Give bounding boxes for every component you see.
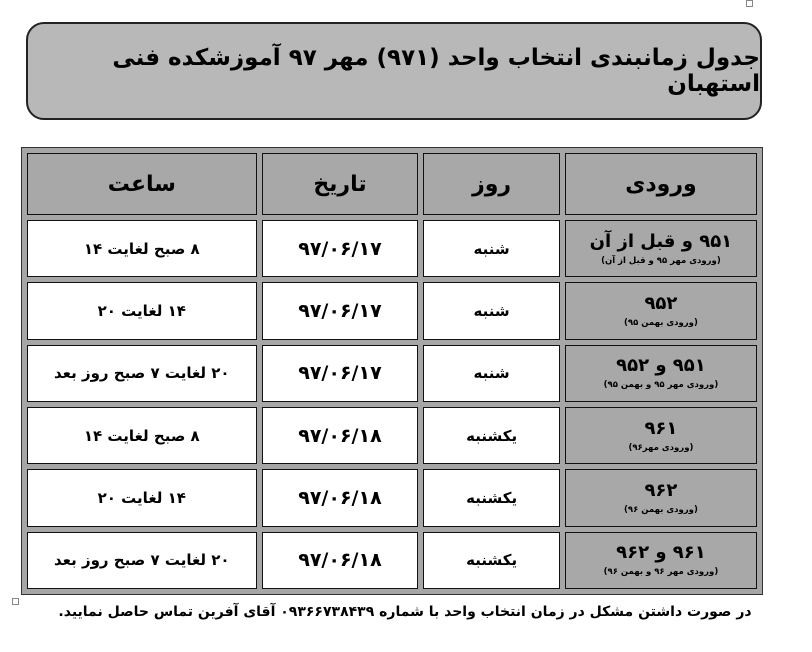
- entry-note: (ورودی مهر ۹۶ و بهمن ۹۶): [603, 567, 719, 578]
- day-cell: یکشنبه: [423, 407, 560, 464]
- entry-cell: [565, 469, 757, 526]
- hours-cell: ۲۰ لغایت ۷ صبح روز بعد: [27, 532, 257, 589]
- table-row: [27, 282, 757, 339]
- entry-code: ۹۶۱: [644, 417, 678, 439]
- date-cell: ۹۷/۰۶/۱۷: [262, 220, 419, 277]
- day-cell: شنبه: [423, 220, 560, 277]
- page-title: جدول زمانبندی انتخاب واحد (۹۷۱) مهر ۹۷ آموزشکده فنی استهبان: [112, 45, 760, 97]
- title-banner: [26, 22, 762, 120]
- header-day: روز: [423, 153, 560, 215]
- entry-cell: [565, 282, 757, 339]
- table-row: [27, 407, 757, 464]
- day-cell: یکشنبه: [423, 532, 560, 589]
- date-cell: ۹۷/۰۶/۱۷: [262, 345, 419, 402]
- entry-code: ۹۵۲: [644, 292, 678, 314]
- entry-code: ۹۶۲: [644, 479, 678, 501]
- date-cell: ۹۷/۰۶/۱۸: [262, 469, 419, 526]
- date-cell: ۹۷/۰۶/۱۷: [262, 282, 419, 339]
- contact-note: در صورت داشتن مشکل در زمان انتخاب واحد با شماره ۰۹۳۶۶۷۳۸۴۳۹ آقای آفرین تماس حاصل نمایید.: [58, 604, 752, 620]
- entry-note: (ورودی بهمن ۹۵): [624, 317, 698, 328]
- table-row: [27, 532, 757, 589]
- entry-code: ۹۶۱ و ۹۶۲: [616, 542, 706, 564]
- table-row: [27, 220, 757, 277]
- hours-cell: ۸ صبح لغایت ۱۴: [27, 407, 257, 464]
- day-cell: شنبه: [423, 282, 560, 339]
- entry-code: ۹۵۱ و قبل از آن: [589, 230, 733, 252]
- schedule-table: [21, 147, 763, 595]
- header-date: تاریخ: [262, 153, 419, 215]
- date-cell: ۹۷/۰۶/۱۸: [262, 532, 419, 589]
- entry-note: (ورودی مهر ۹۵ و قبل از آن): [601, 255, 721, 266]
- anchor-marker-top: [746, 0, 753, 7]
- day-cell: یکشنبه: [423, 469, 560, 526]
- anchor-marker-bottom: [12, 598, 19, 605]
- entry-cell: [565, 407, 757, 464]
- hours-cell: ۱۴ لغایت ۲۰: [27, 469, 257, 526]
- header-entry: ورودی: [565, 153, 757, 215]
- table-row: [27, 345, 757, 402]
- entry-cell: [565, 532, 757, 589]
- day-cell: شنبه: [423, 345, 560, 402]
- hours-cell: ۱۴ لغایت ۲۰: [27, 282, 257, 339]
- hours-cell: ۲۰ لغایت ۷ صبح روز بعد: [27, 345, 257, 402]
- entry-note: (ورودی مهر ۹۵ و بهمن ۹۵): [603, 380, 719, 391]
- header-hours: ساعت: [27, 153, 257, 215]
- entry-cell: [565, 220, 757, 277]
- table-row: [27, 469, 757, 526]
- entry-note: (ورودی بهمن ۹۶): [624, 504, 698, 515]
- entry-cell: [565, 345, 757, 402]
- entry-note: (ورودی مهر۹۶): [628, 442, 694, 453]
- header-row: [27, 153, 757, 215]
- hours-cell: ۸ صبح لغایت ۱۴: [27, 220, 257, 277]
- entry-code: ۹۵۱ و ۹۵۲: [616, 355, 706, 377]
- date-cell: ۹۷/۰۶/۱۸: [262, 407, 419, 464]
